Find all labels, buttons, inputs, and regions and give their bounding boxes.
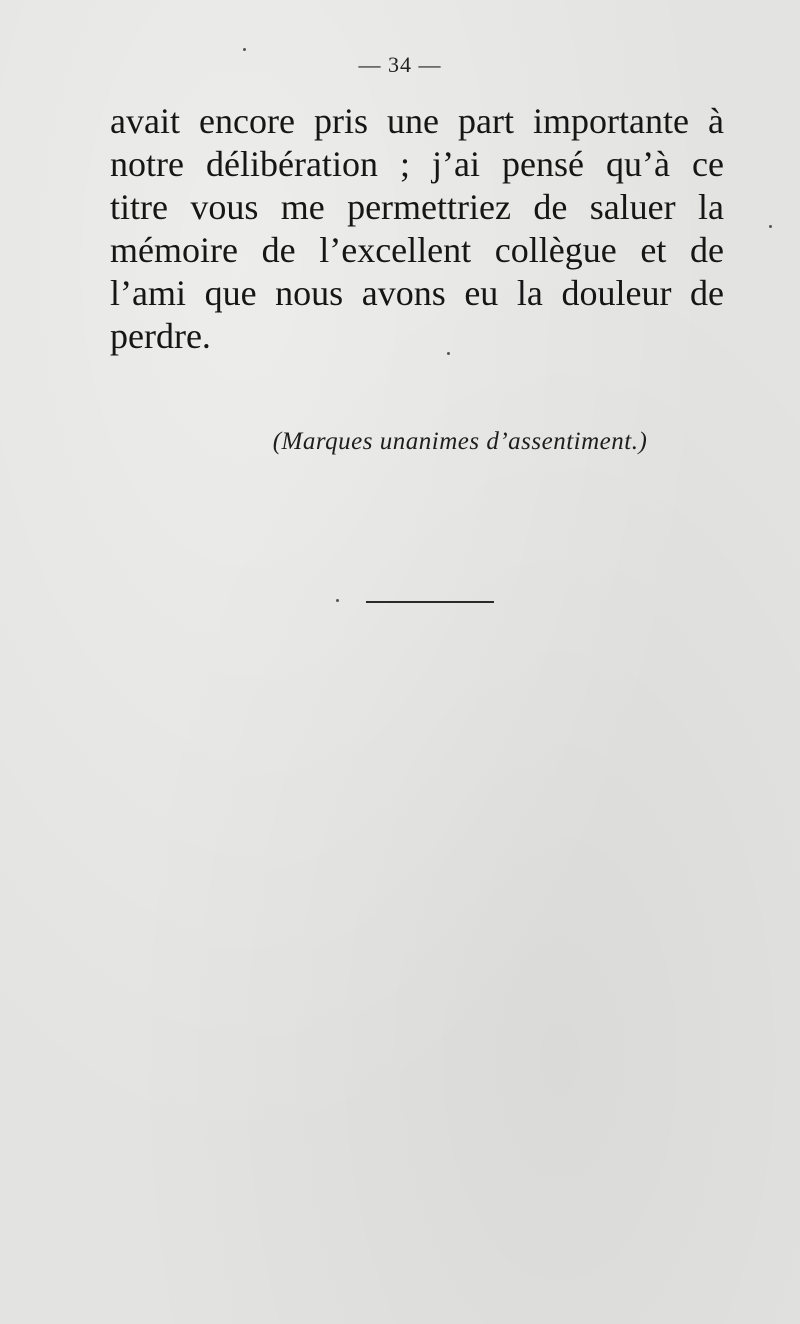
text-line: mémoire de l’excellent collègue et de — [110, 230, 724, 270]
text-line: titre vous me permettriez de saluer la — [110, 187, 724, 227]
paper-speck — [243, 48, 246, 51]
text-line: l’ami que nous avons eu la douleur de — [110, 273, 724, 313]
stage-direction: (Marques unanimes d’assentiment.) — [272, 428, 648, 455]
section-divider-rule — [366, 601, 494, 603]
text-line: avait encore pris une part importante à — [110, 101, 724, 141]
text-line: notre délibération ; j’ai pensé qu’à ce — [110, 144, 724, 184]
paper-speck — [447, 352, 450, 355]
body-paragraph — [110, 100, 724, 358]
text-line: perdre. — [110, 316, 211, 356]
paper-speck — [769, 225, 772, 228]
page-number: — 34 — — [358, 52, 442, 77]
paper-speck — [336, 599, 339, 602]
